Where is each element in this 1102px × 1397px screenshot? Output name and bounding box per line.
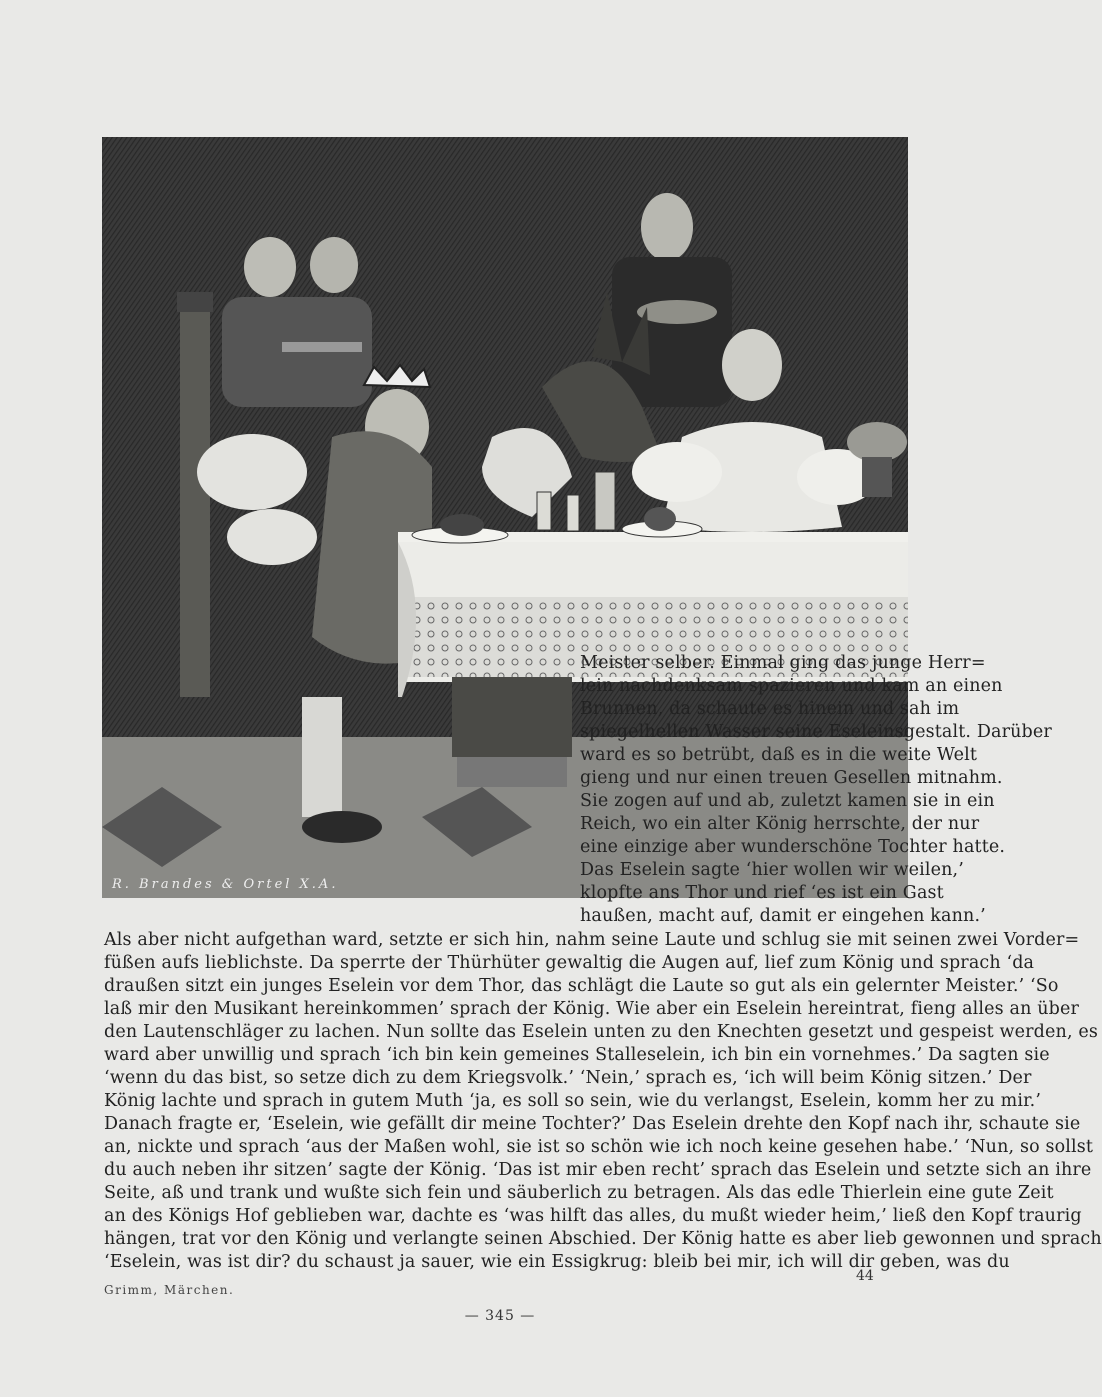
footer-source: Grimm, Märchen.	[104, 1283, 235, 1297]
text-line: lein nachdenksam spazieren und kam an einen	[580, 676, 1003, 696]
text-line: Danach fragte er, ‘Eselein, wie gefällt dir meine Tochter?’ Das Eselein drehte den Kopf nach ihr, schaute sie	[104, 1114, 1081, 1134]
page-number: — 345 —	[464, 1308, 536, 1324]
text-line: den Lautenschläger zu lachen. Nun sollte das Eselein unten zu den Knechten gesetzt und gespeist werden, es	[104, 1022, 1099, 1042]
text-line: ‘wenn du das bist, so setze dich zu dem Kriegsvolk.’ ‘Nein,’ sprach es, ‘ich will beim König sitzen.’ Der	[104, 1068, 1032, 1088]
text-line: hängen, trat vor den König und verlangte seinen Abschied. Der König hatte es aber lieb gewonnen und sprach	[104, 1229, 1102, 1249]
text-line: an, nickte und sprach ‘aus der Maßen wohl, sie ist so schön wie ich noch keine gesehen habe.’ ‘Nun, so sollst	[104, 1137, 1094, 1157]
text-line: spiegelhellen Wasser seine Eseleinsgestalt. Darüber	[580, 722, 1052, 742]
text-line: ward aber unwillig und sprach ‘ich bin kein gemeines Stalleselein, ich bin ein vornehmes.’ Da sagten sie	[104, 1045, 1050, 1065]
signature-mark: 44	[856, 1268, 874, 1284]
text-line: Als aber nicht aufgethan ward, setzte er sich hin, nahm seine Laute und schlug sie mit seinen zwei Vorder=	[104, 930, 1080, 950]
text-line: ‘Eselein, was ist dir? du schaust ja sauer, wie ein Essigkrug: bleib bei mir, ich will dir geben, was du	[104, 1252, 1010, 1272]
text-line: Seite, aß und trank und wußte sich fein und säuberlich zu betragen. Als das edle Thierlein eine gute Zeit	[104, 1183, 1054, 1203]
text-line: du auch neben ihr sitzen’ sagte der König. ‘Das ist mir eben recht’ sprach das Eselein und setzte sich an ihre	[104, 1160, 1092, 1180]
engraver-signature: R. Brandes & Ortel X.A.	[112, 877, 339, 892]
text-line: Sie zogen auf und ab, zuletzt kamen sie in ein	[580, 791, 995, 811]
text-line: Reich, wo ein alter König herrschte, der nur	[580, 814, 980, 834]
text-line: klopfte ans Thor und rief ‘es ist ein Gast	[580, 883, 944, 903]
text-line: König lachte und sprach in gutem Muth ‘ja, es soll so sein, wie du verlangst, Eselein, komm her zu mir.’	[104, 1091, 1042, 1111]
text-line: ward es so betrübt, daß es in die weite Welt	[580, 745, 978, 765]
text-line: gieng und nur einen treuen Gesellen mitnahm.	[580, 768, 1003, 788]
text-line: an des Königs Hof geblieben war, dachte es ‘was hilft das alles, du mußt wieder heim,’ ließ den Kopf traurig	[104, 1206, 1082, 1226]
text-line: Meister selber. Einmal ging das junge Herr=	[580, 653, 986, 673]
text-line: eine einzige aber wunderschöne Tochter hatte.	[580, 837, 1006, 857]
text-line: laß mir den Musikant hereinkommen’ sprach der König. Wie aber ein Eselein hereintrat, fieng alles an über	[104, 999, 1080, 1019]
text-line: draußen sitzt ein junges Eselein vor dem Thor, das schlägt die Laute so gut als ein gelernter Meister.’ ‘So	[104, 976, 1059, 996]
text-line: Das Eselein sagte ‘hier wollen wir weilen,’	[580, 860, 964, 880]
text-line: haußen, macht auf, damit er eingehen kann.’	[580, 906, 986, 926]
text-line: Brunnen, da schaute es hinein und sah im	[580, 699, 960, 719]
text-line: füßen aufs lieblichste. Da sperrte der Thürhüter gewaltig die Augen auf, lief zum König und sprach ‘da	[104, 953, 1035, 973]
